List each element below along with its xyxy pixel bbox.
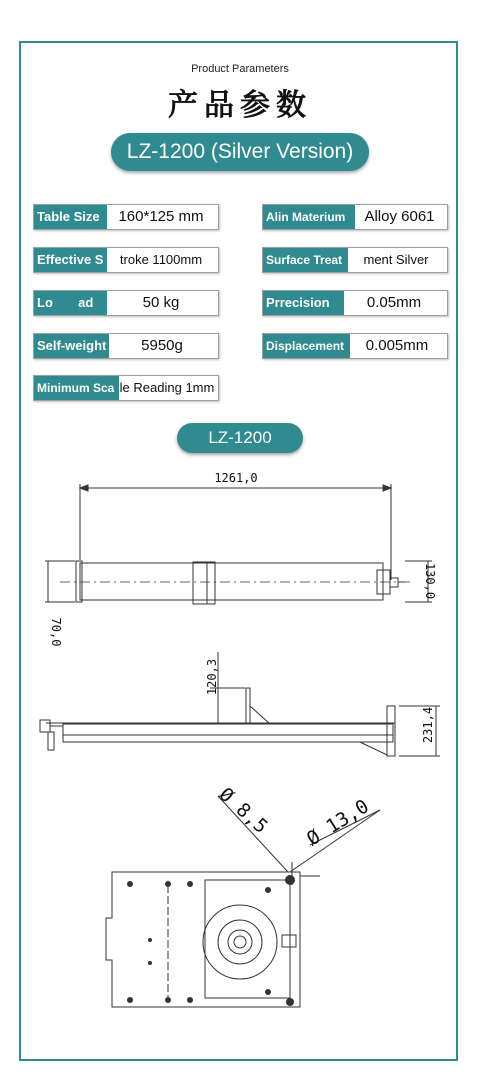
model-badge: LZ-1200 (Silver Version) — [111, 133, 369, 171]
dimension-small-height: 130,0 — [423, 562, 437, 600]
param-value: troke 1100mm — [119, 252, 203, 267]
dimension-hole-small: Ø 8,5 — [214, 783, 272, 838]
section-subtitle: Product Parameters — [191, 63, 289, 75]
param-value: 0.005mm — [365, 337, 429, 354]
param-value: Alloy 6061 — [364, 208, 435, 225]
param-label: Minimum Sca — [34, 376, 119, 400]
param-label: Self-weight — [34, 334, 109, 358]
param-label: Lo ad — [34, 291, 107, 315]
param-value: ment Silver — [363, 252, 429, 267]
param-value: 160*125 mm — [118, 208, 204, 225]
param-label: Prrecision — [263, 291, 344, 315]
param-value: le Reading 1mm — [119, 380, 215, 395]
param-label: Table Size — [34, 205, 107, 229]
param-label: Alin Materium — [263, 205, 355, 229]
drawing-badge: LZ-1200 — [177, 423, 303, 453]
param-label: Displacement — [263, 334, 350, 358]
dimension-length: 1261,0 — [214, 471, 258, 485]
param-value: 50 kg — [142, 294, 180, 311]
dimension-total-height: 231,4 — [421, 706, 435, 744]
param-label: Effective S — [34, 248, 107, 272]
dimension-hole-large: Ø 13,0 — [302, 795, 373, 851]
dimension-vertical-top: 120,3 — [205, 658, 219, 696]
param-value: 0.05mm — [366, 294, 422, 311]
param-label: Surface Treat — [263, 248, 348, 272]
param-value: 5950g — [141, 337, 183, 354]
page-title: 产品参数 — [168, 88, 312, 123]
dimension-left: 70,0 — [49, 617, 63, 647]
